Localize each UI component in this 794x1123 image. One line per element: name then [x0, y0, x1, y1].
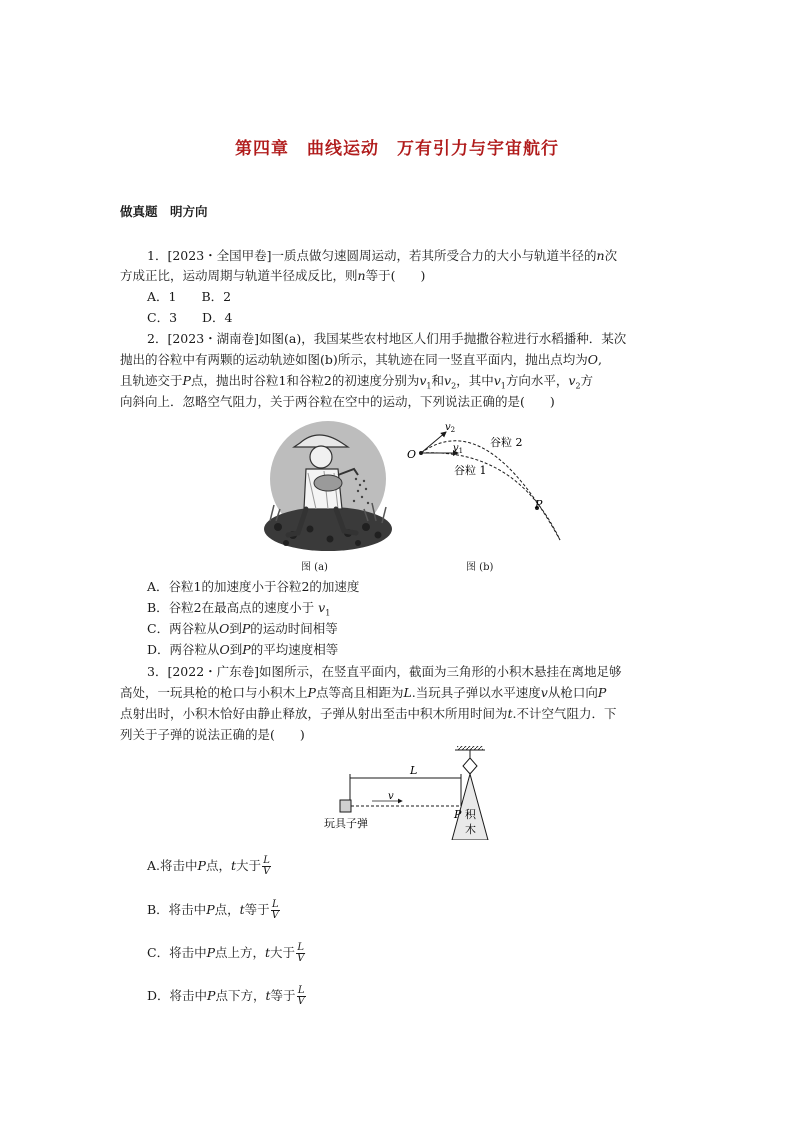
- fraction-numerator: L: [297, 985, 305, 996]
- q3-var-t: t: [239, 902, 245, 917]
- q3-option-text: C．将击中: [147, 945, 207, 960]
- q3-var-t: t: [265, 988, 271, 1003]
- block-label-1: 积: [465, 808, 476, 821]
- q2-var-v2: v: [444, 373, 452, 388]
- q3-option-relation: 等于: [244, 902, 270, 917]
- q2-var-o: O: [219, 642, 230, 657]
- q2-option-a: A．谷粒1的加速度小于谷粒2的加速度: [147, 579, 360, 594]
- velocity-v-label: v: [388, 791, 394, 802]
- v2-subscript: 2: [450, 426, 456, 434]
- q2-text: 点，抛出时谷粒1和谷粒2的初速度分别为: [190, 373, 420, 388]
- fraction-numerator: L: [297, 942, 304, 953]
- q3-var-t: t: [230, 858, 236, 873]
- q2-line2: [120, 352, 602, 368]
- q2-line4: 向斜向上．忽略空气阻力，关于两谷粒在空中的运动，下列说法正确的是( ): [120, 394, 555, 409]
- q2-option-d: [147, 642, 338, 658]
- q2-text: 和: [431, 373, 445, 388]
- fraction-numerator: L: [263, 855, 270, 866]
- q2-sub-1: 1: [325, 608, 331, 618]
- point-o-label: O: [407, 448, 417, 461]
- q2-var-v1: v: [318, 600, 326, 615]
- q2-text: ,: [598, 352, 602, 367]
- q3-option-b: [147, 899, 280, 921]
- q1-options-cd: C．3 D．4: [147, 310, 233, 325]
- q3-var-p: P: [207, 988, 216, 1003]
- q2-line1: 2．[2023・湖南卷]如图(a)，我国某些农村地区人们用手抛撒谷粒进行水稻播种．某次: [147, 331, 627, 346]
- q3-var-p: P: [206, 902, 215, 917]
- section-heading: 做真题 明方向: [120, 204, 208, 219]
- q2-var-o: O: [587, 352, 599, 367]
- fraction-denominator: V: [297, 996, 305, 1007]
- figure-a-caption: 图 (a): [301, 562, 328, 573]
- q3-var-p: P: [597, 685, 607, 700]
- v2-label: v: [445, 422, 451, 433]
- velocity-v2-arrow: [421, 432, 446, 453]
- q3-text: .当玩具子弹以水平速度: [411, 685, 541, 700]
- q2-text: 且轨迹交于: [120, 373, 183, 388]
- q1-text: 等于( ): [365, 268, 426, 283]
- q3-text: .不计空气阻力．下: [512, 706, 617, 721]
- toy-bullet-label: 玩具子弹: [324, 817, 368, 830]
- svg-text:v2: [445, 422, 455, 434]
- q2-text: 方向水平，: [505, 373, 569, 388]
- q2-option-text: 的平均速度相等: [250, 642, 339, 657]
- toy-gun-block-diagram: [320, 744, 512, 840]
- grain-2-label: 谷粒 2: [490, 436, 523, 449]
- fraction-l-over-v: [271, 900, 280, 921]
- q1-var-n: n: [596, 248, 605, 263]
- q2-option-c: [147, 621, 338, 637]
- hanging-hook: [463, 758, 477, 774]
- q2-sub-2: 2: [451, 381, 457, 391]
- q2-sub-1: 1: [500, 381, 506, 391]
- q3-option-text: B．将击中: [147, 902, 207, 917]
- fraction-l-over-v: [297, 986, 306, 1007]
- svg-text:v1: [453, 443, 463, 455]
- q3-text: 点等高且相距为: [315, 685, 404, 700]
- q2-text: ，其中: [456, 373, 494, 388]
- q2-option-text: 的运动时间相等: [250, 621, 338, 636]
- q2-option-text: C．两谷粒从: [147, 621, 220, 636]
- q1-var-n: n: [357, 268, 366, 283]
- q3-var-t: t: [265, 945, 271, 960]
- q3-option-text: 点下方，: [215, 988, 266, 1003]
- q3-option-text: A.将击中: [147, 858, 198, 873]
- q1-text: 方成正比，运动周期与轨道半径成反比，则: [120, 268, 358, 283]
- q3-line1: 3．[2022・广东卷]如图所示，在竖直平面内，截面为三角形的小积木悬挂在离地足够: [147, 664, 622, 679]
- q3-option-text: 点，: [214, 902, 240, 917]
- q1-text: 次: [604, 248, 618, 263]
- q1-text: 1．[2023・全国甲卷]一质点做匀速圆周运动，若其所受合力的大小与轨道半径的: [147, 248, 597, 263]
- q3-var-v: v: [540, 685, 548, 700]
- trajectory-grain-2: [421, 441, 560, 540]
- fraction-l-over-v: [296, 943, 305, 964]
- q3-option-c: [147, 942, 305, 964]
- q3-text: 高处，一玩具枪的枪口与小积木上: [120, 685, 308, 700]
- q2-var-v2: v: [568, 373, 576, 388]
- q2-line3: [120, 373, 593, 395]
- trajectory-diagram: [398, 418, 568, 550]
- fraction-denominator: V: [263, 866, 271, 877]
- q3-line2: [120, 685, 606, 701]
- q2-var-p: P: [182, 373, 191, 388]
- farmer-sowing-illustration: [258, 417, 398, 557]
- point-p-label: P: [535, 498, 543, 511]
- q3-option-d: [147, 985, 306, 1007]
- q3-text: 点射出时，小积木恰好由静止释放，子弹从射出至击中积木所用时间为: [120, 706, 508, 721]
- q2-sub-2: 2: [575, 381, 581, 391]
- fraction-denominator: V: [297, 953, 305, 964]
- q3-line3: [120, 706, 617, 722]
- q1-options-ab: A．1 B．2: [147, 289, 232, 304]
- q2-sub-1: 1: [426, 381, 432, 391]
- q3-option-relation: 等于: [270, 988, 296, 1003]
- q1-line2: [120, 268, 425, 284]
- q2-option-text: B．谷粒2在最高点的速度小于: [147, 600, 315, 615]
- q3-var-p: P: [206, 945, 215, 960]
- fraction-numerator: L: [271, 899, 279, 910]
- q3-var-p: P: [307, 685, 316, 700]
- q1-line1: [147, 248, 617, 264]
- q2-var-v1: v: [493, 373, 501, 388]
- q2-text: 抛出的谷粒中有两颗的运动轨迹如图(b)所示，其轨迹在同一竖直平面内，抛出点均为: [120, 352, 588, 367]
- q3-option-text: D．将击中: [147, 988, 208, 1003]
- point-p-label: P: [454, 808, 462, 821]
- q3-var-t: t: [507, 706, 513, 721]
- q3-var-p: P: [197, 858, 206, 873]
- q3-option-relation: 大于: [270, 945, 296, 960]
- v1-label: v: [453, 443, 459, 454]
- figure-b-caption: 图 (b): [466, 562, 494, 573]
- q2-var-p: P: [242, 642, 251, 657]
- grain-1-label: 谷粒 1: [454, 464, 487, 477]
- ceiling-mount: [457, 746, 483, 750]
- q2-text: 方: [580, 373, 594, 388]
- q2-var-p: P: [241, 621, 251, 636]
- fraction-denominator: V: [271, 910, 279, 921]
- q3-var-l: L: [403, 685, 412, 700]
- q3-line4: 列关于子弹的说法正确的是( ): [120, 727, 305, 742]
- q3-option-a: [147, 855, 271, 877]
- q2-option-b: [147, 600, 330, 622]
- q2-option-text: 到: [229, 642, 243, 657]
- distance-l-label: L: [410, 764, 418, 777]
- v1-subscript: 1: [458, 447, 464, 455]
- q2-var-v1: v: [419, 373, 427, 388]
- q2-option-text: D．两谷粒从: [147, 642, 220, 657]
- fraction-l-over-v: [262, 856, 271, 877]
- q3-option-text: 点上方，: [215, 945, 266, 960]
- trajectory-grain-1: [421, 453, 560, 540]
- toy-gun-muzzle: [340, 800, 351, 812]
- q3-option-relation: 大于: [235, 858, 261, 873]
- q2-var-o: O: [219, 621, 230, 636]
- chapter-title: 第四章 曲线运动 万有引力与宇宙航行: [235, 139, 559, 159]
- launch-point-o: [419, 451, 423, 455]
- q2-option-text: 到: [229, 621, 242, 636]
- q3-text: 从枪口向: [547, 685, 598, 700]
- block-label-2: 木: [465, 823, 476, 836]
- q3-option-text: 点，: [205, 858, 231, 873]
